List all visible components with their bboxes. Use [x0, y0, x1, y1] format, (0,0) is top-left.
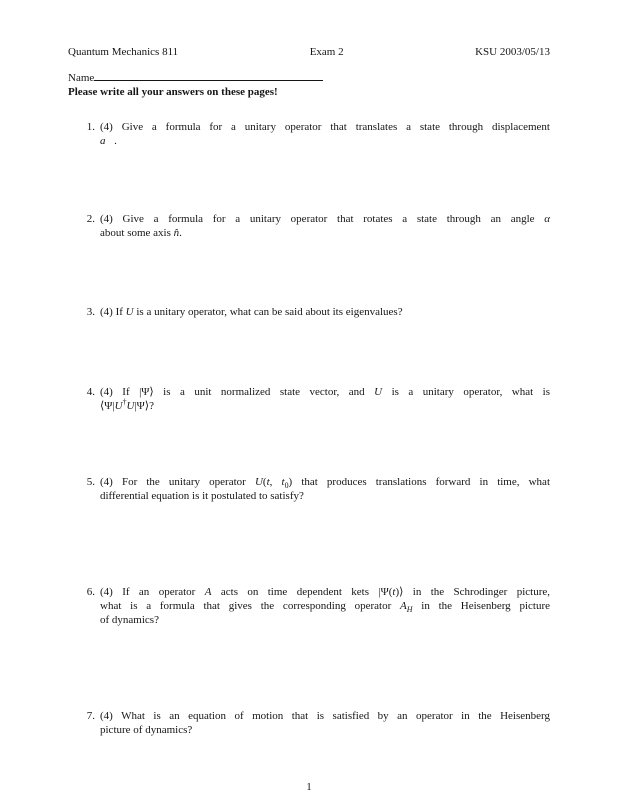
- question-number: 1.: [86, 121, 95, 133]
- question-text-line: about some axis n̂.: [100, 227, 182, 239]
- instruction-line: Please write all your answers on these pages!: [68, 86, 278, 98]
- question-item-5: [68, 475, 550, 503]
- question-item-3: [68, 305, 550, 319]
- question-text-line: (4) If |Ψ⟩ is a unit normalized state vector, and U is a unitary operator, what is: [100, 386, 551, 398]
- question-text-line: (4) For the unitary operator U(t, $t_0$) that produces translations forward in time, what: [100, 476, 550, 491]
- question-text-line: differential equation is it postulated to satisfy?: [100, 490, 304, 502]
- name-row: [68, 69, 550, 85]
- question-item-4: [68, 385, 550, 413]
- question-text-line: (4) If an operator A acts on time dependent kets |Ψ(t)⟩ in the Schrodinger picture,: [100, 586, 550, 598]
- question-text-line: what is a formula that gives the corresponding operator $A_H$ in the Heisenberg picture: [100, 600, 550, 615]
- question-text-line: (4) What is an equation of motion that is satisfied by an operator in the Heisenberg: [100, 710, 550, 722]
- institution-date: KSU 2003/05/13: [475, 46, 550, 58]
- name-blank-line: [94, 69, 323, 81]
- question-item-1: [68, 120, 550, 148]
- exam-title: Exam 2: [309, 46, 344, 58]
- question-item-6: [68, 585, 550, 627]
- question-item-2: [68, 212, 550, 240]
- question-text-line: (4) If U is a unitary operator, what can be said about its eigenvalues?: [100, 306, 403, 318]
- course-title: Quantum Mechanics 811: [68, 46, 179, 58]
- question-item-7: [68, 709, 550, 737]
- question-number: 6.: [86, 586, 95, 598]
- question-text-line: ⟨Ψ|U†U|Ψ⟩?: [100, 397, 154, 412]
- question-text-line: (4) Give a formula for a unitary operator that translates a state through displacement: [100, 121, 550, 133]
- exam-header: [68, 45, 550, 59]
- question-number: 7.: [86, 710, 95, 722]
- question-text-line: of dynamics?: [100, 614, 159, 626]
- question-number: 2.: [86, 213, 95, 225]
- question-text-line: a⃗.: [100, 135, 117, 147]
- question-list: [68, 120, 550, 737]
- question-text-line: picture of dynamics?: [100, 724, 193, 736]
- page-number: 1: [306, 781, 312, 793]
- question-number: 5.: [86, 476, 95, 488]
- name-label: Name: [68, 72, 95, 84]
- question-number: 4.: [86, 386, 95, 398]
- question-text-line: (4) Give a formula for a unitary operator that rotates a state through an angle α: [100, 213, 550, 225]
- question-number: 3.: [86, 306, 95, 318]
